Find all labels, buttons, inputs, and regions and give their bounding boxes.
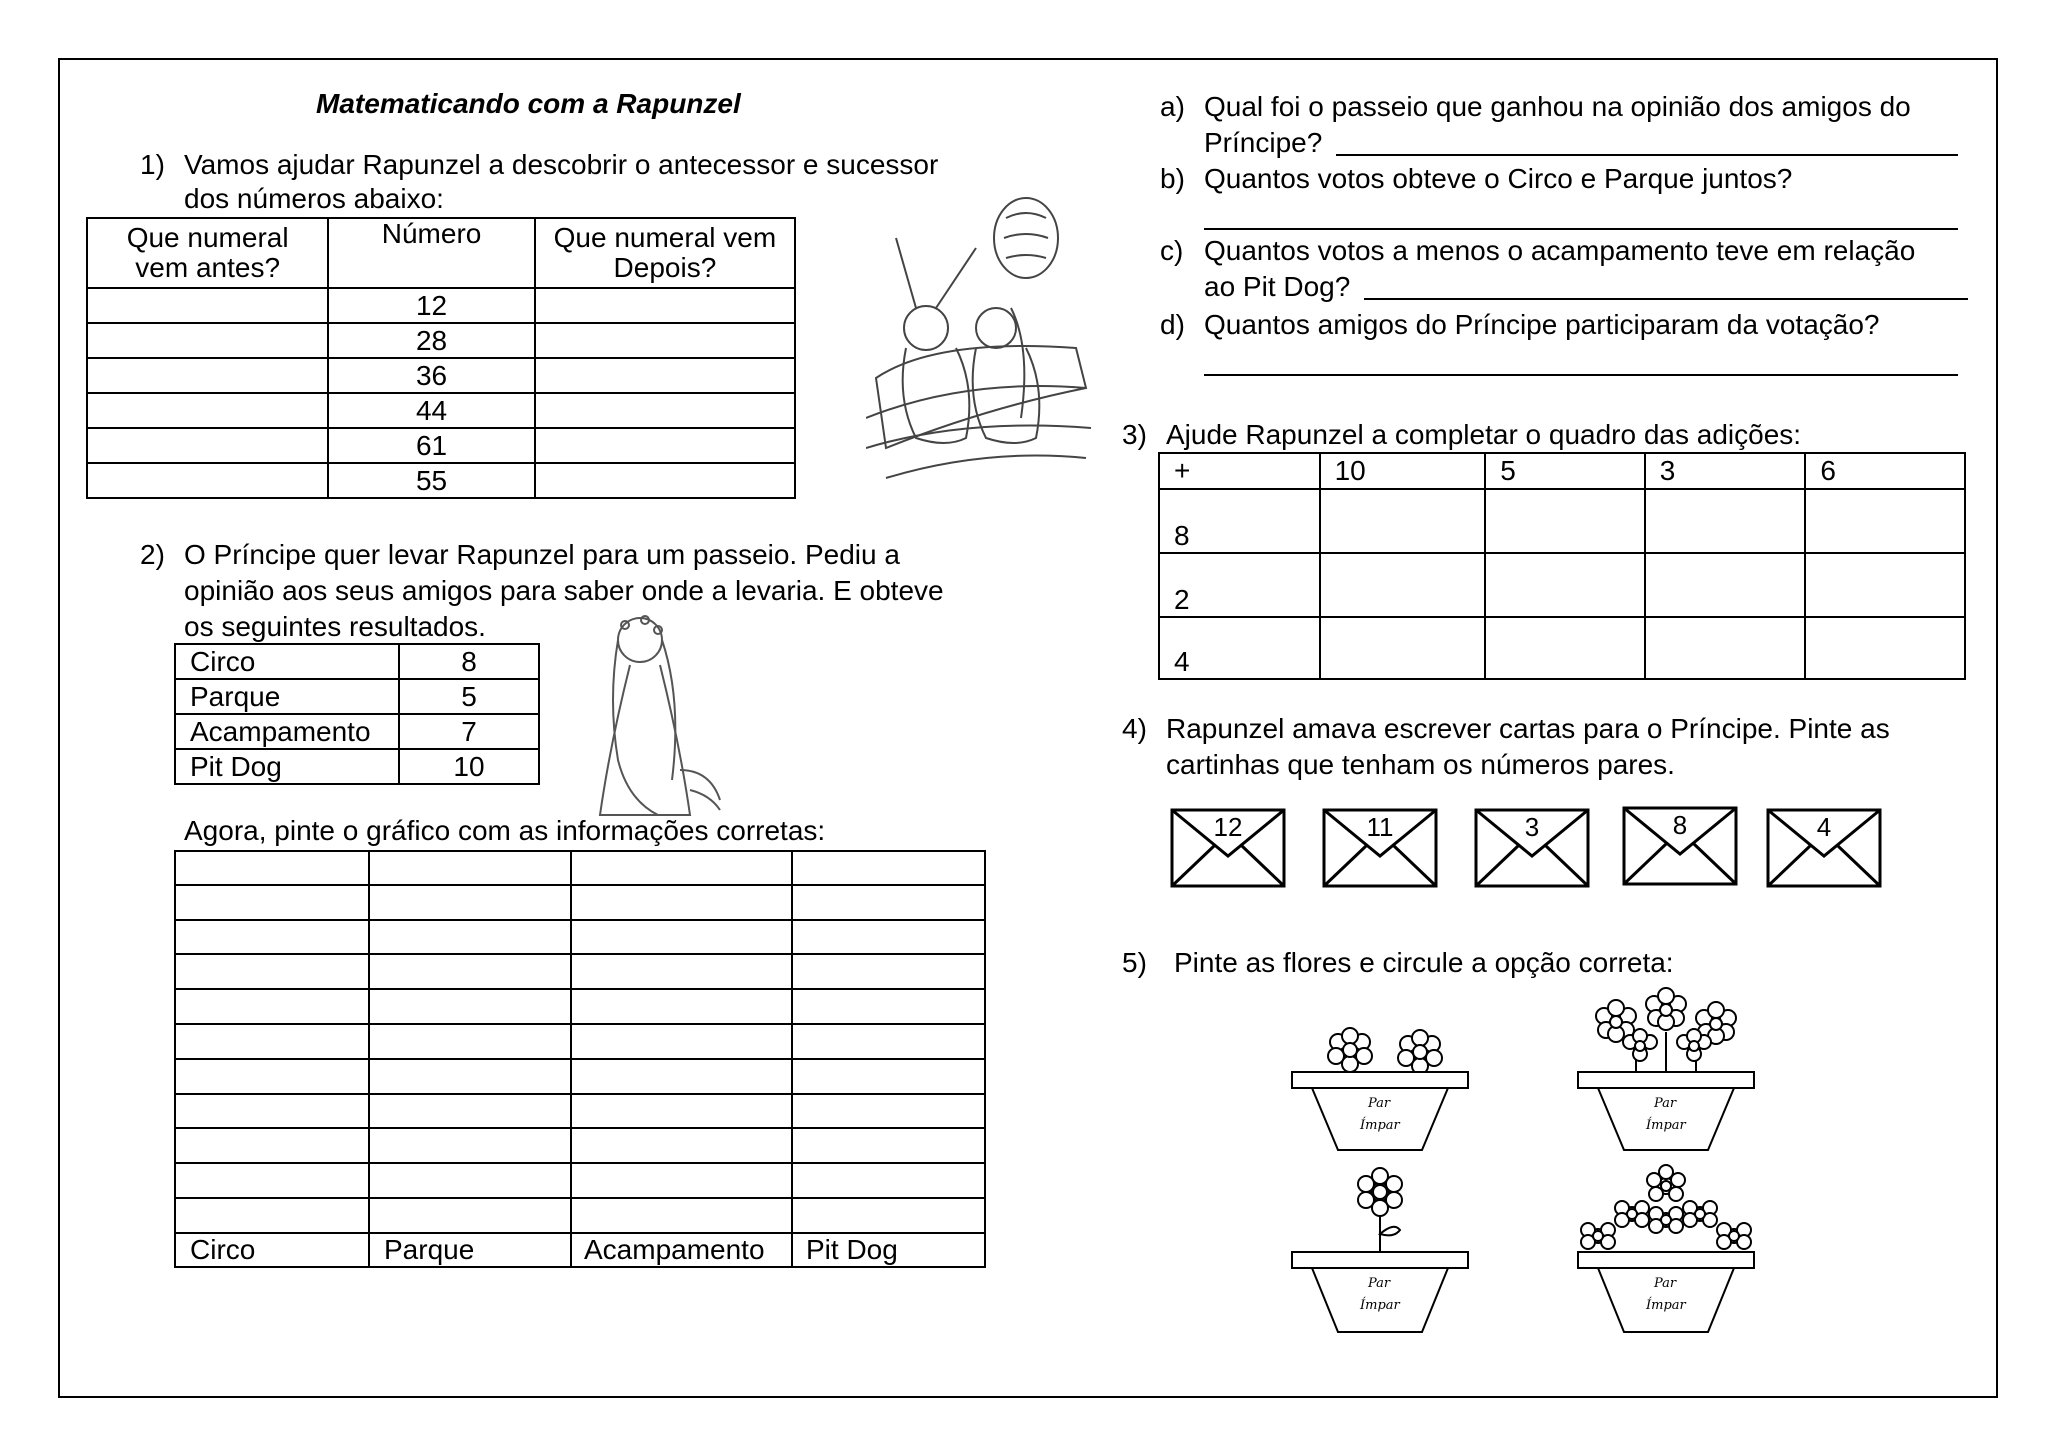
q2b-answer-line[interactable] bbox=[1204, 228, 1958, 230]
answer-cell-before[interactable] bbox=[87, 393, 328, 428]
flower-icon bbox=[1358, 1168, 1402, 1216]
pot-label-odd[interactable]: Ímpar bbox=[1360, 1298, 1400, 1313]
q2a-line1: Qual foi o passeio que ganhou na opinião dos amigos do bbox=[1204, 91, 1911, 122]
pot-label-even[interactable]: Par bbox=[1368, 1276, 1391, 1291]
table-row bbox=[87, 393, 795, 428]
addition-row-header: 4 bbox=[1159, 617, 1320, 679]
q2a-letter: a) bbox=[1160, 91, 1185, 122]
answer-cell-before[interactable] bbox=[87, 323, 328, 358]
q1-table-header-row bbox=[87, 218, 795, 288]
vote-count: 7 bbox=[399, 714, 539, 749]
envelope[interactable] bbox=[1322, 808, 1438, 888]
flower-icon bbox=[1683, 1201, 1717, 1227]
flower-icon bbox=[1581, 1223, 1615, 1249]
answer-cell-after[interactable] bbox=[535, 393, 795, 428]
pot-label-even[interactable]: Par bbox=[1654, 1096, 1677, 1111]
q1-text-line1: Vamos ajudar Rapunzel a descobrir o antecessor e sucessor bbox=[184, 149, 939, 180]
q2-text-line1: O Príncipe quer levar Rapunzel para um passeio. Pediu a bbox=[184, 539, 900, 570]
number-cell: 28 bbox=[328, 323, 535, 358]
envelope-number: 11 bbox=[1366, 812, 1394, 842]
q2c-line2: ao Pit Dog? bbox=[1204, 271, 1351, 302]
rapunzel-illustration bbox=[570, 610, 740, 820]
addition-answer-cell[interactable] bbox=[1805, 489, 1965, 553]
table-row bbox=[1159, 489, 1965, 553]
envelope[interactable] bbox=[1622, 806, 1738, 886]
vote-place: Circo bbox=[175, 644, 399, 679]
flower-icon bbox=[1649, 1207, 1683, 1233]
envelope[interactable] bbox=[1170, 808, 1286, 888]
number-cell: 61 bbox=[328, 428, 535, 463]
envelope[interactable] bbox=[1474, 808, 1590, 888]
vote-count: 5 bbox=[399, 679, 539, 714]
graph-label-circo: Circo bbox=[190, 1234, 256, 1265]
q2d-answer-line[interactable] bbox=[1204, 374, 1958, 376]
number-cell: 36 bbox=[328, 358, 535, 393]
q1-header-after: Que numeral vem Depois? bbox=[535, 218, 795, 288]
addition-header-row bbox=[1159, 453, 1965, 489]
votes-table bbox=[174, 643, 540, 785]
answer-cell-after[interactable] bbox=[535, 323, 795, 358]
page-title: Matematicando com a Rapunzel bbox=[316, 88, 741, 119]
graph-label-acampamento: Acampamento bbox=[584, 1234, 765, 1265]
graph-grid-lines bbox=[174, 850, 986, 1268]
q2a-line2: Príncipe? bbox=[1204, 127, 1323, 158]
q1-header-before: Que numeral vem antes? bbox=[87, 218, 328, 288]
q2-text-line3: os seguintes resultados. bbox=[184, 611, 486, 642]
number-cell: 12 bbox=[328, 288, 535, 323]
flower-icon bbox=[1647, 1165, 1685, 1201]
addition-answer-cell[interactable] bbox=[1320, 553, 1486, 617]
table-row bbox=[1159, 617, 1965, 679]
bar-graph-grid[interactable] bbox=[174, 850, 986, 1268]
table-row bbox=[175, 644, 539, 679]
q2b-letter: b) bbox=[1160, 163, 1185, 194]
rapunzel-prince-illustration bbox=[866, 178, 1096, 484]
addition-header-cell: 3 bbox=[1645, 453, 1806, 489]
table-row bbox=[87, 288, 795, 323]
q3-number: 3) bbox=[1122, 419, 1147, 450]
addition-header-cell: 10 bbox=[1320, 453, 1486, 489]
addition-row-header: 2 bbox=[1159, 553, 1320, 617]
addition-answer-cell[interactable] bbox=[1485, 489, 1645, 553]
q3-text: Ajude Rapunzel a completar o quadro das adições: bbox=[1166, 419, 1802, 450]
q2d-letter: d) bbox=[1160, 309, 1185, 340]
answer-cell-before[interactable] bbox=[87, 288, 328, 323]
answer-cell-after[interactable] bbox=[535, 428, 795, 463]
pot-label-odd[interactable]: Ímpar bbox=[1646, 1298, 1686, 1313]
table-row bbox=[87, 428, 795, 463]
q4-text-line2: cartinhas que tenham os números pares. bbox=[1166, 749, 1675, 780]
pot-label-even[interactable]: Par bbox=[1654, 1276, 1677, 1291]
flower-icon bbox=[1646, 988, 1686, 1030]
table-row bbox=[175, 714, 539, 749]
addition-header-cell: 5 bbox=[1485, 453, 1645, 489]
flower-pot-icon bbox=[1290, 1010, 1470, 1160]
q1-table bbox=[86, 217, 796, 499]
q2a-answer-line[interactable] bbox=[1336, 154, 1958, 156]
flower-pot[interactable] bbox=[1576, 1164, 1756, 1342]
table-row bbox=[175, 749, 539, 784]
q4-number: 4) bbox=[1122, 713, 1147, 744]
q2c-answer-line[interactable] bbox=[1364, 298, 1968, 300]
answer-cell-after[interactable] bbox=[535, 288, 795, 323]
table-row bbox=[87, 463, 795, 498]
addition-answer-cell[interactable] bbox=[1485, 553, 1645, 617]
q2c-letter: c) bbox=[1160, 235, 1184, 266]
table-row bbox=[87, 358, 795, 393]
flower-icon bbox=[1328, 1028, 1372, 1072]
pot-label-odd[interactable]: Ímpar bbox=[1646, 1118, 1686, 1133]
envelope-number: 3 bbox=[1524, 812, 1540, 842]
answer-cell-after[interactable] bbox=[535, 463, 795, 498]
addition-answer-cell[interactable] bbox=[1645, 553, 1806, 617]
q1-number: 1) bbox=[140, 149, 165, 180]
flower-pot[interactable] bbox=[1290, 1164, 1470, 1342]
addition-operator: + bbox=[1159, 453, 1320, 489]
q1-text-line2: dos números abaixo: bbox=[184, 183, 444, 214]
q2c-line1: Quantos votos a menos o acampamento teve em relação bbox=[1204, 235, 1916, 266]
addition-header-cell: 6 bbox=[1805, 453, 1965, 489]
number-cell: 55 bbox=[328, 463, 535, 498]
addition-answer-cell[interactable] bbox=[1645, 489, 1806, 553]
table-row bbox=[175, 679, 539, 714]
envelope-number: 12 bbox=[1213, 812, 1243, 842]
answer-cell-before[interactable] bbox=[87, 463, 328, 498]
addition-answer-cell[interactable] bbox=[1645, 617, 1806, 679]
table-row bbox=[1159, 553, 1965, 617]
vote-place: Pit Dog bbox=[175, 749, 399, 784]
answer-cell-before[interactable] bbox=[87, 358, 328, 393]
answer-cell-after[interactable] bbox=[535, 358, 795, 393]
q2b-line1: Quantos votos obteve o Circo e Parque juntos? bbox=[1204, 163, 1793, 194]
number-cell: 44 bbox=[328, 393, 535, 428]
addition-answer-cell[interactable] bbox=[1320, 617, 1486, 679]
q1-header-number: Número bbox=[328, 218, 535, 288]
vote-place: Parque bbox=[175, 679, 399, 714]
q2d-line1: Quantos amigos do Príncipe participaram da votação? bbox=[1204, 309, 1880, 340]
table-row bbox=[87, 323, 795, 358]
addition-table bbox=[1158, 452, 1966, 680]
pot-label-even[interactable]: Par bbox=[1368, 1096, 1391, 1111]
flower-icon bbox=[1717, 1223, 1751, 1249]
graph-label-pitdog: Pit Dog bbox=[806, 1234, 898, 1265]
pot-label-odd[interactable]: Ímpar bbox=[1360, 1118, 1400, 1133]
q4-text-line1: Rapunzel amava escrever cartas para o Príncipe. Pinte as bbox=[1166, 713, 1890, 744]
flower-icon bbox=[1615, 1201, 1649, 1227]
graph-label-parque: Parque bbox=[384, 1234, 475, 1265]
q2-number: 2) bbox=[140, 539, 165, 570]
flower-pot-icon bbox=[1576, 982, 1756, 1160]
addition-row-header: 8 bbox=[1159, 489, 1320, 553]
addition-answer-cell[interactable] bbox=[1485, 617, 1645, 679]
graph-instruction: Agora, pinte o gráfico com as informações corretas: bbox=[184, 815, 826, 846]
addition-answer-cell[interactable] bbox=[1805, 617, 1965, 679]
flower-pot[interactable] bbox=[1290, 1010, 1470, 1160]
flower-pot-icon bbox=[1576, 1164, 1756, 1342]
addition-answer-cell[interactable] bbox=[1320, 489, 1486, 553]
answer-cell-before[interactable] bbox=[87, 428, 328, 463]
vote-count: 8 bbox=[399, 644, 539, 679]
q5-text: Pinte as flores e circule a opção correta: bbox=[1174, 947, 1674, 978]
vote-count: 10 bbox=[399, 749, 539, 784]
envelope[interactable] bbox=[1766, 808, 1882, 888]
addition-answer-cell[interactable] bbox=[1805, 553, 1965, 617]
flower-pot-icon bbox=[1290, 1164, 1470, 1342]
vote-place: Acampamento bbox=[175, 714, 399, 749]
q5-number: 5) bbox=[1122, 947, 1147, 978]
envelope-number: 8 bbox=[1672, 810, 1688, 840]
envelope-number: 4 bbox=[1816, 812, 1832, 842]
q2-text-line2: opinião aos seus amigos para saber onde a levaria. E obteve bbox=[184, 575, 944, 606]
flower-icon bbox=[1398, 1030, 1442, 1074]
flower-pot[interactable] bbox=[1576, 982, 1756, 1160]
